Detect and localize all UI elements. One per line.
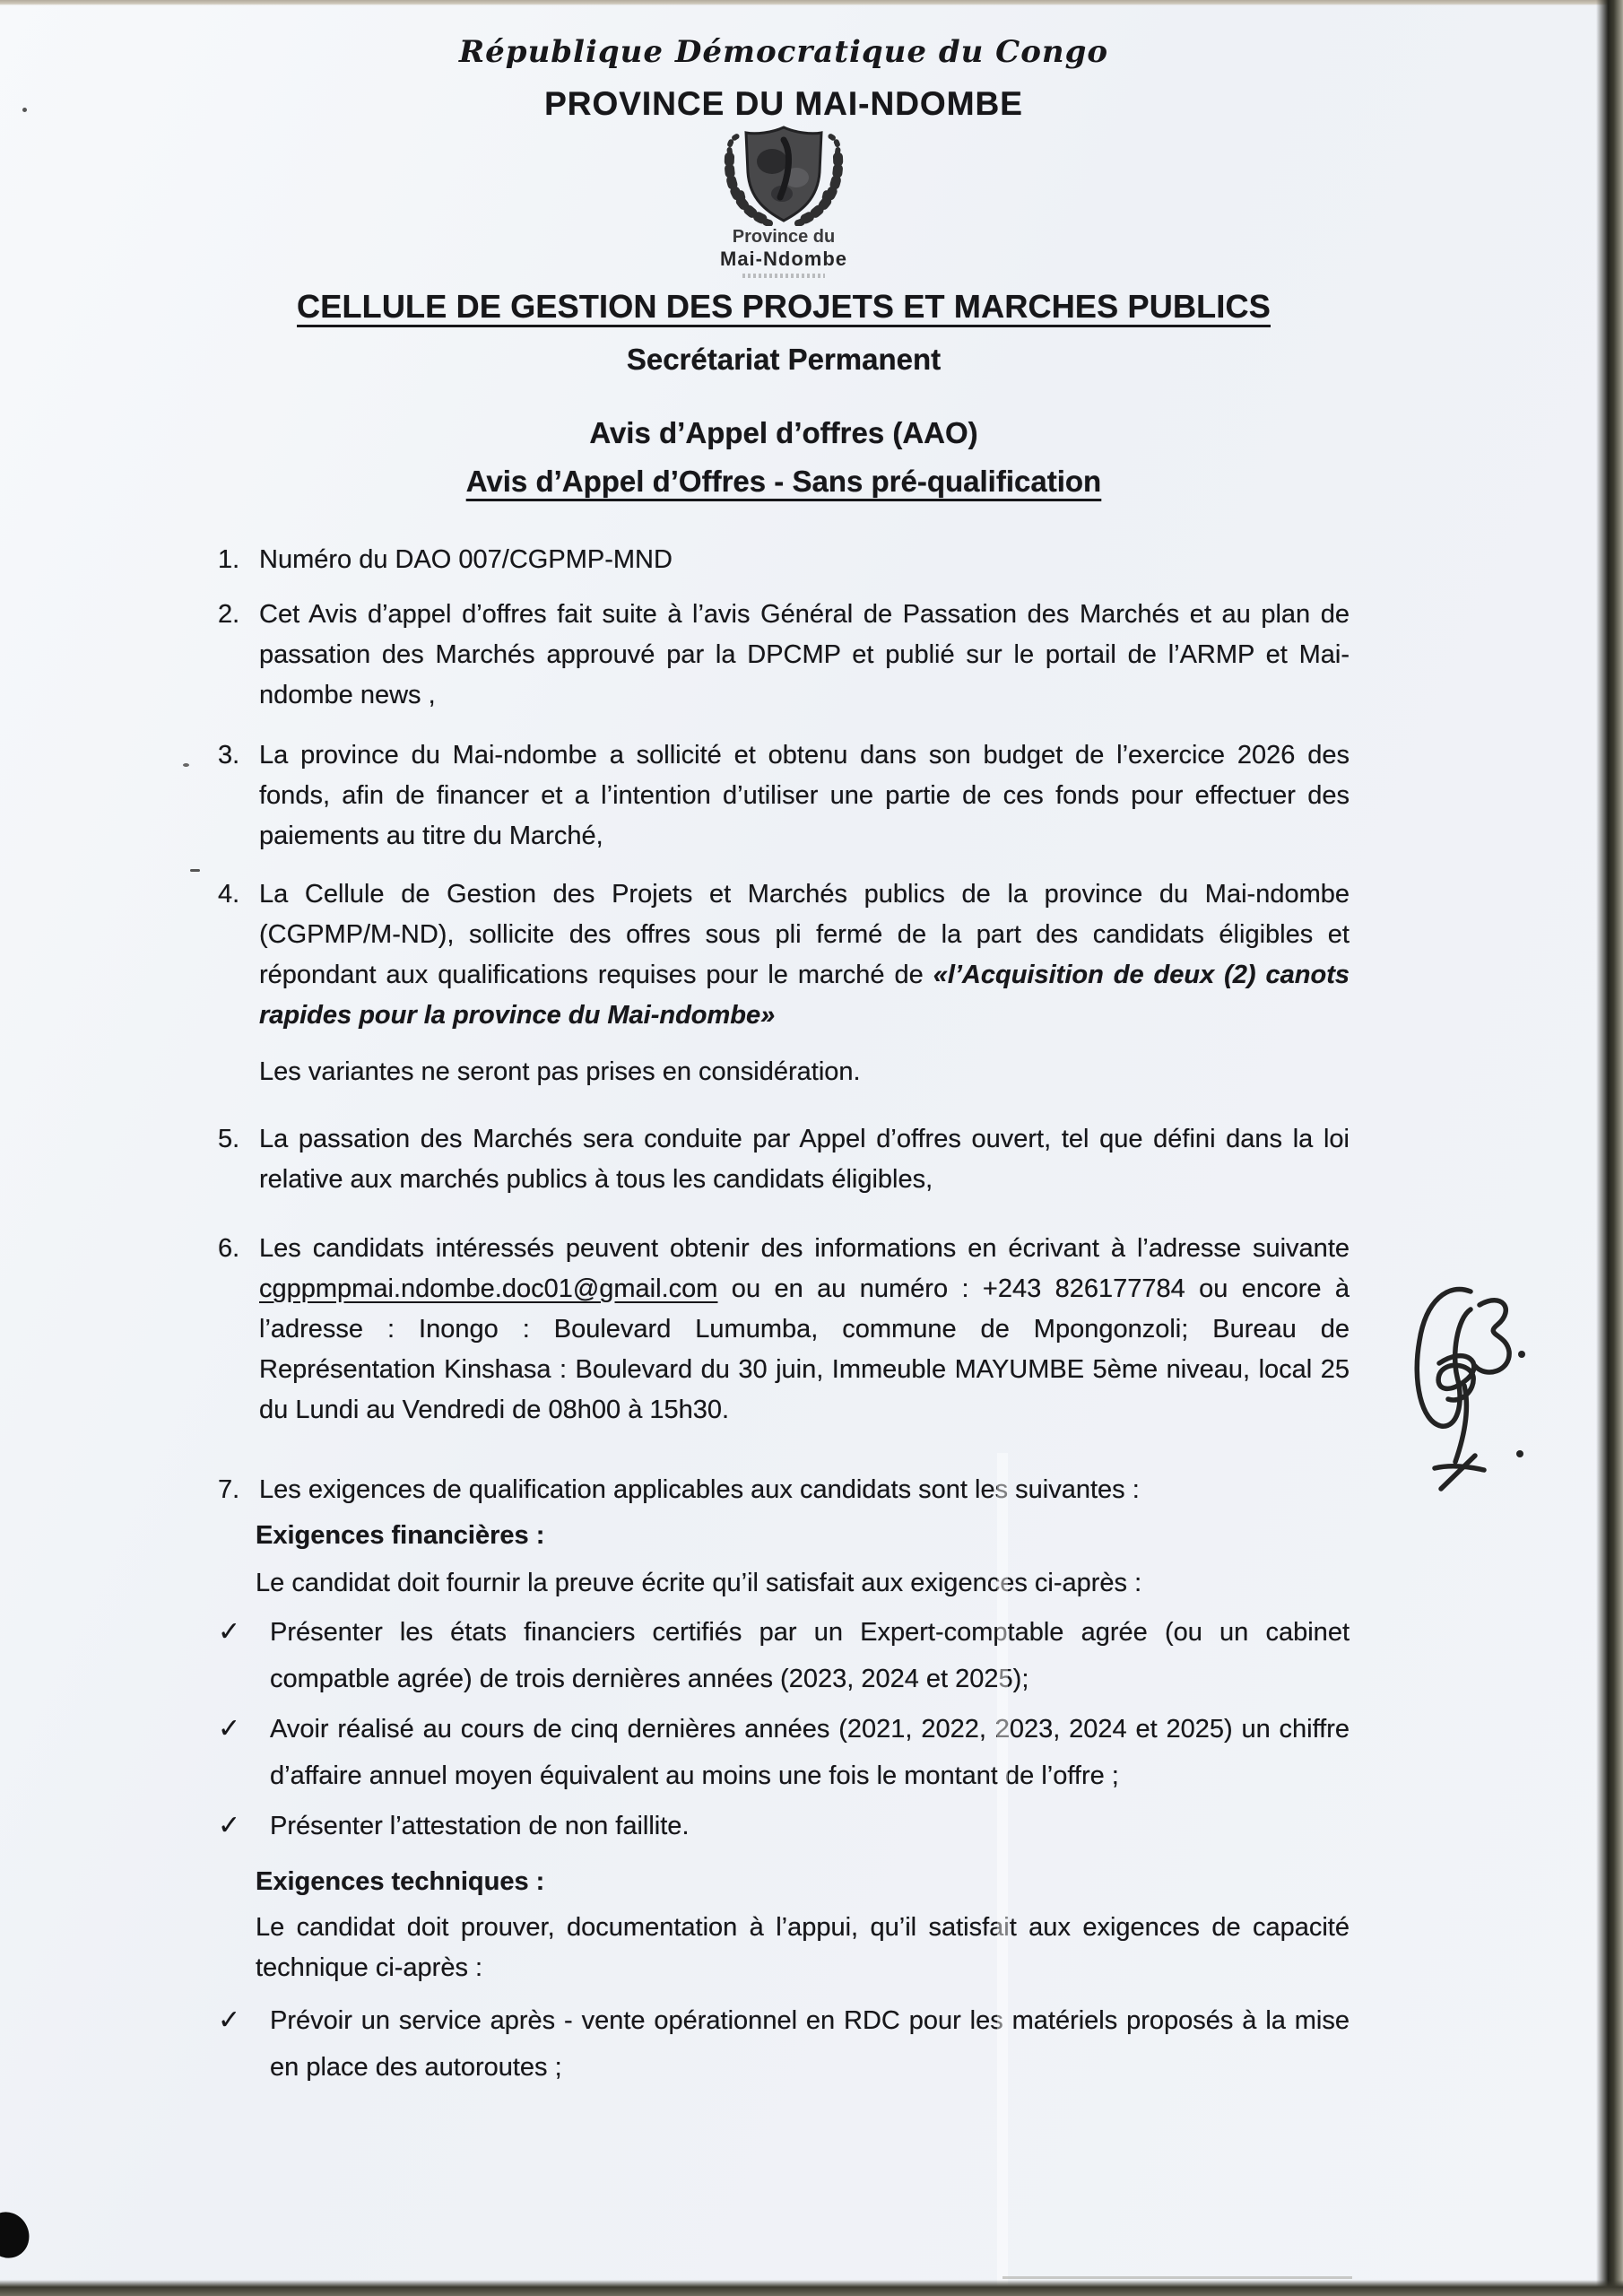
check-icon: ✓ (218, 1811, 241, 1840)
financial-bullet-3 (218, 1803, 1350, 1849)
list-item-4 (218, 874, 1350, 1036)
bullet-text: Avoir réalisé au cours de cinq dernières années (2021, 2022, 2023, 2024 et 2025) un chiffre d’affaire annuel moyen équivalent au moins une fois le montant de l’offre ; (270, 1715, 1350, 1790)
item-number: 2. (218, 600, 240, 629)
financial-requirements-heading: Exigences financières : (256, 1521, 545, 1550)
scan-edge-top (0, 0, 1623, 5)
item-number: 3. (218, 741, 240, 770)
item-text: Cet Avis d’appel d’offres fait suite à l’avis Général de Passation des Marchés et au plan de passation des Marchés approuvé par la DPCMP et publié sur le portail de l’ARMP et Mai-ndombe news , (259, 600, 1350, 709)
paper-speck (183, 763, 189, 767)
check-icon: ✓ (218, 1714, 241, 1744)
list-item-3 (218, 735, 1350, 857)
seal-caption-line1: Province du (732, 227, 836, 247)
provincial-seal (218, 126, 1350, 278)
scan-edge-right (1596, 0, 1623, 2296)
paper-speck (190, 869, 200, 872)
item-text: La province du Mai-ndombe a sollicité et obtenu dans son budget de l’exercice 2026 des fonds, afin de financer et a l’intention d’utiliser une partie de ces fonds pour effectuer des paiements au titre du Marché, (259, 741, 1350, 850)
bullet-text: Prévoir un service après - vente opérationnel en RDC pour les matériels proposés à la mise en place des autoroutes ; (270, 2006, 1350, 2082)
list-item-7 (218, 1470, 1350, 1510)
paper-speck (22, 108, 27, 112)
check-icon: ✓ (218, 1617, 241, 1647)
financial-bullet-1 (218, 1609, 1350, 1702)
list-item-6 (218, 1229, 1350, 1431)
scan-edge-bottom (0, 2280, 1623, 2296)
signature-icon (1385, 1278, 1538, 1493)
paper-fold-streak (997, 1453, 1008, 2287)
province-title: PROVINCE DU MAI-NDOMBE (544, 85, 1023, 122)
item-text: Numéro du DAO 007/CGPMP-MND (259, 545, 673, 574)
item-text: Les exigences de qualification applicables aux candidats sont les suivantes : (259, 1475, 1140, 1504)
ink-blob (0, 2205, 37, 2266)
bullet-text: Présenter l’attestation de non faillite. (270, 1812, 690, 1840)
market-title-emphasis: «l’Acquisition de deux (2) canots rapides pour la province du Mai-ndombe» (259, 961, 1350, 1030)
item-text-prefix: Les candidats intéressés peuvent obtenir des informations en écrivant à l’adresse suivante (259, 1234, 1350, 1263)
seal-subline (742, 274, 825, 278)
secretariat-title: Secrétariat Permanent (626, 343, 942, 376)
document-content (218, 0, 1350, 2091)
check-icon: ✓ (218, 2005, 241, 2035)
technical-bullet-1 (218, 1997, 1350, 2091)
technical-requirements-intro: Le candidat doit prouver, documentation à l’appui, qu’il satisfait aux exigences de capacité technique ci-après : (256, 1913, 1350, 1982)
item-text: La passation des Marchés sera conduite par Appel d’offres ouvert, tel que défini dans la loi relative aux marchés publics à tous les candidats éligibles, (259, 1125, 1350, 1194)
item-text (259, 1229, 1350, 1431)
item-text (259, 874, 1350, 1036)
notice-title: Avis d’Appel d’offres (AAO) (589, 416, 978, 449)
seal-caption-line2: Mai-Ndombe (720, 248, 847, 270)
list-item-2 (218, 595, 1350, 716)
contact-email: cgppmpmai.ndombe.doc01@gmail.com (259, 1274, 718, 1303)
variants-note: Les variantes ne seront pas prises en considération. (259, 1057, 861, 1086)
item-number: 4. (218, 880, 240, 909)
notice-subtitle: Avis d’Appel d’Offres - Sans pré-qualification (465, 465, 1102, 498)
list-item-5 (218, 1119, 1350, 1200)
bullet-text: Présenter les états financiers certifiés par un Expert-comptable agrée (ou un cabinet compatble agrée) de trois dernières années (2023, 2024 et 2025); (270, 1618, 1350, 1693)
item-number: 1. (218, 545, 240, 574)
item-number: 7. (218, 1475, 240, 1504)
technical-requirements-heading: Exigences techniques : (256, 1867, 545, 1896)
financial-requirements-intro: Le candidat doit fournir la preuve écrite qu’il satisfait aux exigences ci-après : (256, 1569, 1142, 1597)
list-item-1 (218, 540, 1350, 580)
handwritten-initials (1385, 1278, 1538, 1493)
item-number: 6. (218, 1234, 240, 1263)
scan-faint-line (1002, 2276, 1352, 2279)
item-number: 5. (218, 1125, 240, 1153)
item-text-prefix: La Cellule de Gestion des Projets et Marchés publics de la province du Mai-ndombe (CGPMP/M-ND), sollicite des offres sous pli fermé de la part des candidats éligibles et répondant aux qualifications requises pour le marché de (259, 880, 1350, 989)
item-text-suffix: ou en au numéro : +243 826177784 ou encore à l’adresse : Inongo : Boulevard Lumumba, commune de Mpongonzoli; Bureau de Représentation Kinshasa : Boulevard du 30 juin, Immeuble MAYUMBE 5ème niveau, local 25 du Lundi au Vendredi de 08h00 à 15h30. (259, 1274, 1350, 1424)
financial-bullet-2 (218, 1706, 1350, 1799)
republic-title: République Démocratique du Congo (458, 34, 1109, 70)
org-title: CELLULE DE GESTION DES PROJETS ET MARCHES PUBLICS (297, 288, 1271, 325)
notice-body (218, 540, 1350, 2091)
provincial-seal-emblem-icon (703, 126, 864, 226)
